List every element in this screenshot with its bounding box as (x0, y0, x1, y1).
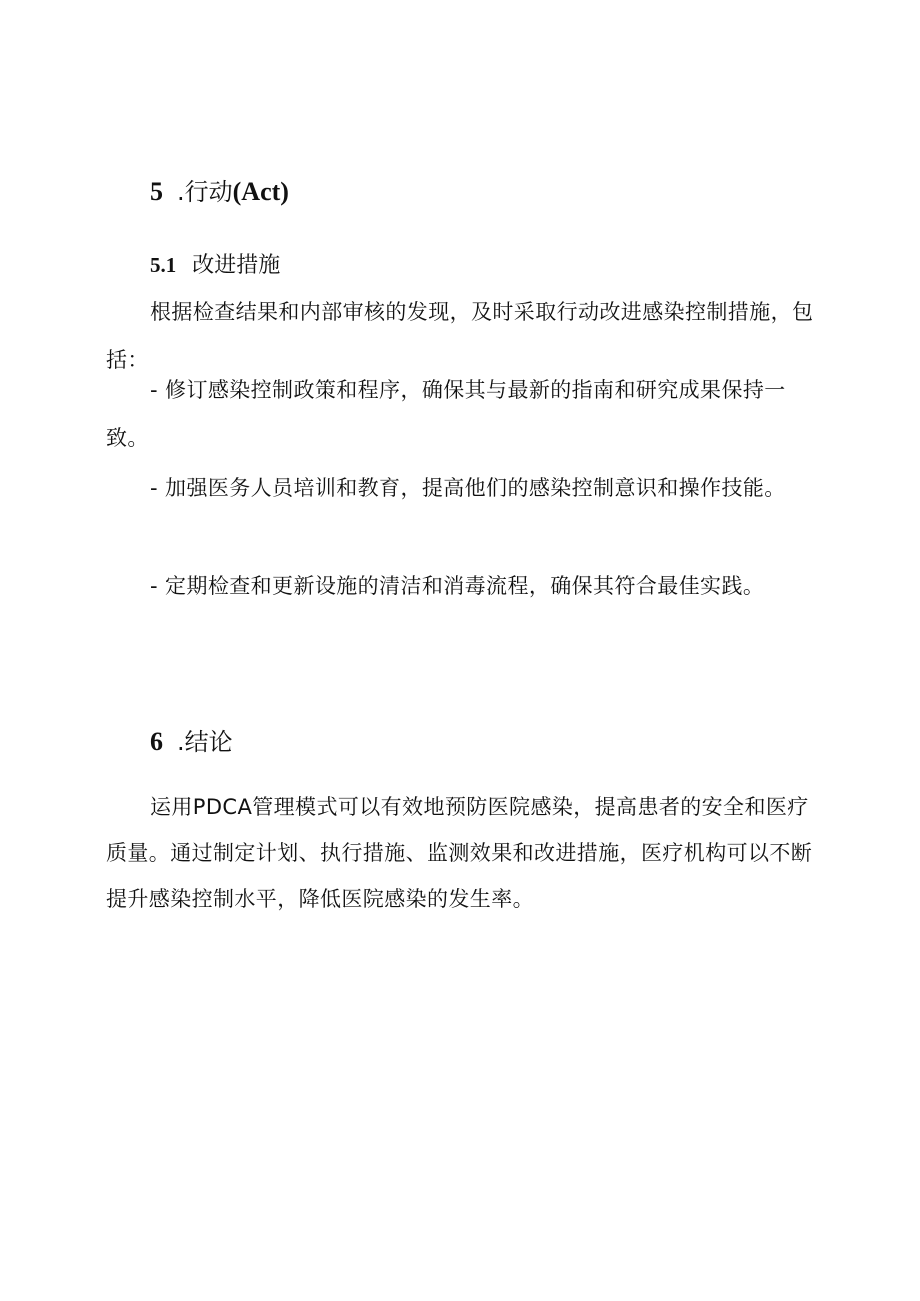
section-5-1-number: 5.1 (150, 253, 177, 277)
section-5-1-heading (150, 248, 280, 279)
section-5-title-latin: (Act) (232, 177, 289, 206)
section-6-title: .结论 (177, 728, 233, 756)
section-5-title (177, 178, 289, 206)
list-item-cleaning: - 定期检查和更新设施的清洁和消毒流程，确保其符合最佳实践。 (150, 574, 765, 598)
section-5-1-title: 改进措施 (192, 253, 281, 278)
section-6-heading (150, 722, 233, 757)
list-item-training: - 加强医务人员培训和教育，提高他们的感染控制意识和操作技能。 (150, 476, 786, 500)
section-5-number: 5 (150, 177, 163, 206)
section-6-number: 6 (150, 727, 163, 756)
section-5-heading (150, 172, 289, 207)
conclusion-paragraph: 运用PDCA管理模式可以有效地预防医院感染，提高患者的安全和医疗质量。通过制定计划、执行措施、监测效果和改进措施，医疗机构可以不断提升感染控制水平，降低医院感染的发生率。 (106, 795, 813, 911)
list-item-revise-policy: - 修订感染控制政策和程序，确保其与最新的指南和研究成果保持一致。 (106, 378, 786, 450)
section-5-title-prefix: .行动 (177, 178, 233, 206)
intro-paragraph: 根据检查结果和内部审核的发现，及时采取行动改进感染控制措施，包括： (106, 300, 814, 372)
